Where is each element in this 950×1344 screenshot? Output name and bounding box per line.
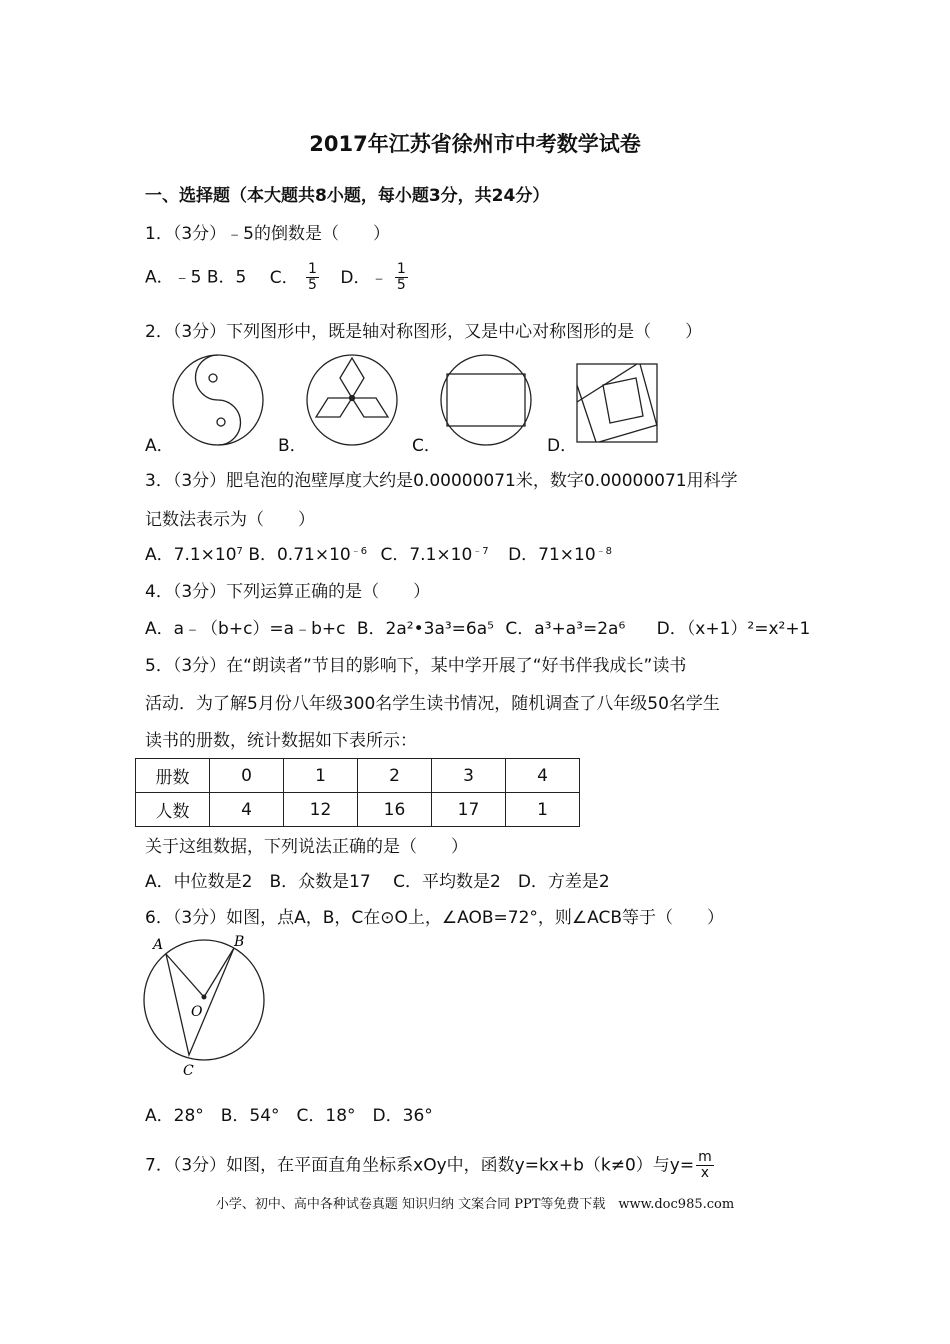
question-5-stem-line1: 5．（3分）在“朗读者”节目的影响下，某中学开展了“好书伴我成长”读书: [145, 656, 687, 676]
q6-circle-figure: [130, 930, 280, 1080]
table-row: [136, 793, 580, 827]
q1-option-d: D．﹣: [340, 267, 388, 288]
question-4-stem: 4．（3分）下列运算正确的是（ ）: [145, 582, 431, 602]
table-cell: 0: [210, 759, 284, 793]
table-cell: 12: [284, 793, 358, 827]
table-cell: 17: [432, 793, 506, 827]
yin-yang-figure: [173, 355, 263, 445]
q4-option-b: B．2a²•3a³=6a⁵: [356, 619, 494, 639]
q5-data-table: [135, 758, 580, 827]
q2-label-b: B．: [278, 436, 307, 456]
point-c-label: C: [183, 1063, 194, 1079]
question-6-options: A．28° B．54° C．18° D．36°: [145, 1106, 433, 1126]
question-6-stem: 6．（3分）如图，点A，B，C在⊙O上，∠AOB=72°，则∠ACB等于（ ）: [145, 908, 725, 928]
question-3-stem-line2: 记数法表示为（ ）: [145, 510, 315, 530]
q1-fraction-c: $\frac{1}{5}$: [308, 261, 317, 293]
table-cell: 16: [358, 793, 432, 827]
q1-option-c: C．: [269, 267, 299, 288]
q2-label-a: A．: [145, 436, 174, 456]
q4-option-a: A．a﹣（b+c）=a﹣b+c: [145, 619, 346, 639]
q1-option-b: B．5: [206, 267, 247, 288]
question-4-options: [145, 614, 810, 639]
table-cell: 册数: [136, 759, 210, 793]
table-cell: 4: [210, 793, 284, 827]
question-7-stem: [145, 1150, 716, 1181]
q4-option-d: D．（x+1）²=x²+1: [656, 619, 811, 639]
square-figure: [577, 364, 657, 442]
point-a-label: A: [153, 937, 164, 953]
point-o-label: O: [191, 1004, 203, 1020]
table-cell: 3: [432, 759, 506, 793]
q1-option-a: A．﹣5: [145, 267, 202, 288]
q2-label-d: D．: [547, 436, 578, 456]
table-cell: 4: [506, 759, 580, 793]
question-5-options: A．中位数是2 B．众数是17 C．平均数是2 D．方差是2: [145, 872, 610, 892]
section-heading: 一、选择题（本大题共8小题，每小题3分，共24分）: [145, 186, 550, 206]
page-footer: 小学、初中、高中各种试卷真题 知识归纳 文案合同 PPT等免费下载 www.doc985.com: [215, 1197, 735, 1212]
question-2-stem: 2．（3分）下列图形中，既是轴对称图形，又是中心对称图形的是（ ）: [145, 322, 703, 342]
table-cell: 人数: [136, 793, 210, 827]
question-5-stem-line2: 活动．为了解5月份八年级300名学生读书情况，随机调查了八年级50名学生: [145, 694, 720, 714]
point-b-label: B: [234, 934, 245, 950]
page-title: 2017年江苏省徐州市中考数学试卷: [309, 132, 641, 156]
question-5-stem-line3: 读书的册数，统计数据如下表所示：: [145, 731, 417, 751]
q7-fraction: $\frac{m}{x}$: [698, 1149, 712, 1181]
q3-option-d: D．71×10: [508, 545, 596, 565]
three-rhombus-figure: [307, 355, 397, 445]
table-cell: 2: [358, 759, 432, 793]
q7-stem-text: 7．（3分）如图，在平面直角坐标系xOy中，函数y=kx+b（k≠0）与y=: [145, 1155, 695, 1176]
table-cell: 1: [284, 759, 358, 793]
table-row: [136, 759, 580, 793]
q1-fraction-d: $\frac{1}{5}$: [396, 261, 406, 293]
q4-option-c: C．a³+a³=2a⁶: [505, 619, 626, 639]
question-3-options: A．$7.1\times 10^7$ B．$0.71\times 10^{﹣6}$ C．$7.1\times 10^{﹣7}$ D．$71\times 10^{﹣8}$: [145, 545, 613, 565]
table-cell: 1: [506, 793, 580, 827]
q3-option-c: C．7.1×10: [380, 545, 473, 565]
question-3-stem-line1: 3．（3分）肥皂泡的泡壁厚度大约是0.00000071米，数字0.00000071用科学: [145, 471, 738, 491]
q3-option-a: A．7.1×10: [145, 545, 237, 565]
question-5-after-table: 关于这组数据，下列说法正确的是（ ）: [145, 837, 468, 857]
q2-label-c: C．: [412, 436, 441, 456]
rectangle-in-circle-figure: [441, 355, 531, 445]
question-1-stem: 1．（3分）﹣5的倒数是（ ）: [145, 224, 390, 244]
question-1-options: [145, 262, 410, 293]
q3-option-b: B．0.71×10: [248, 545, 351, 565]
q2-figures: [0, 345, 950, 450]
